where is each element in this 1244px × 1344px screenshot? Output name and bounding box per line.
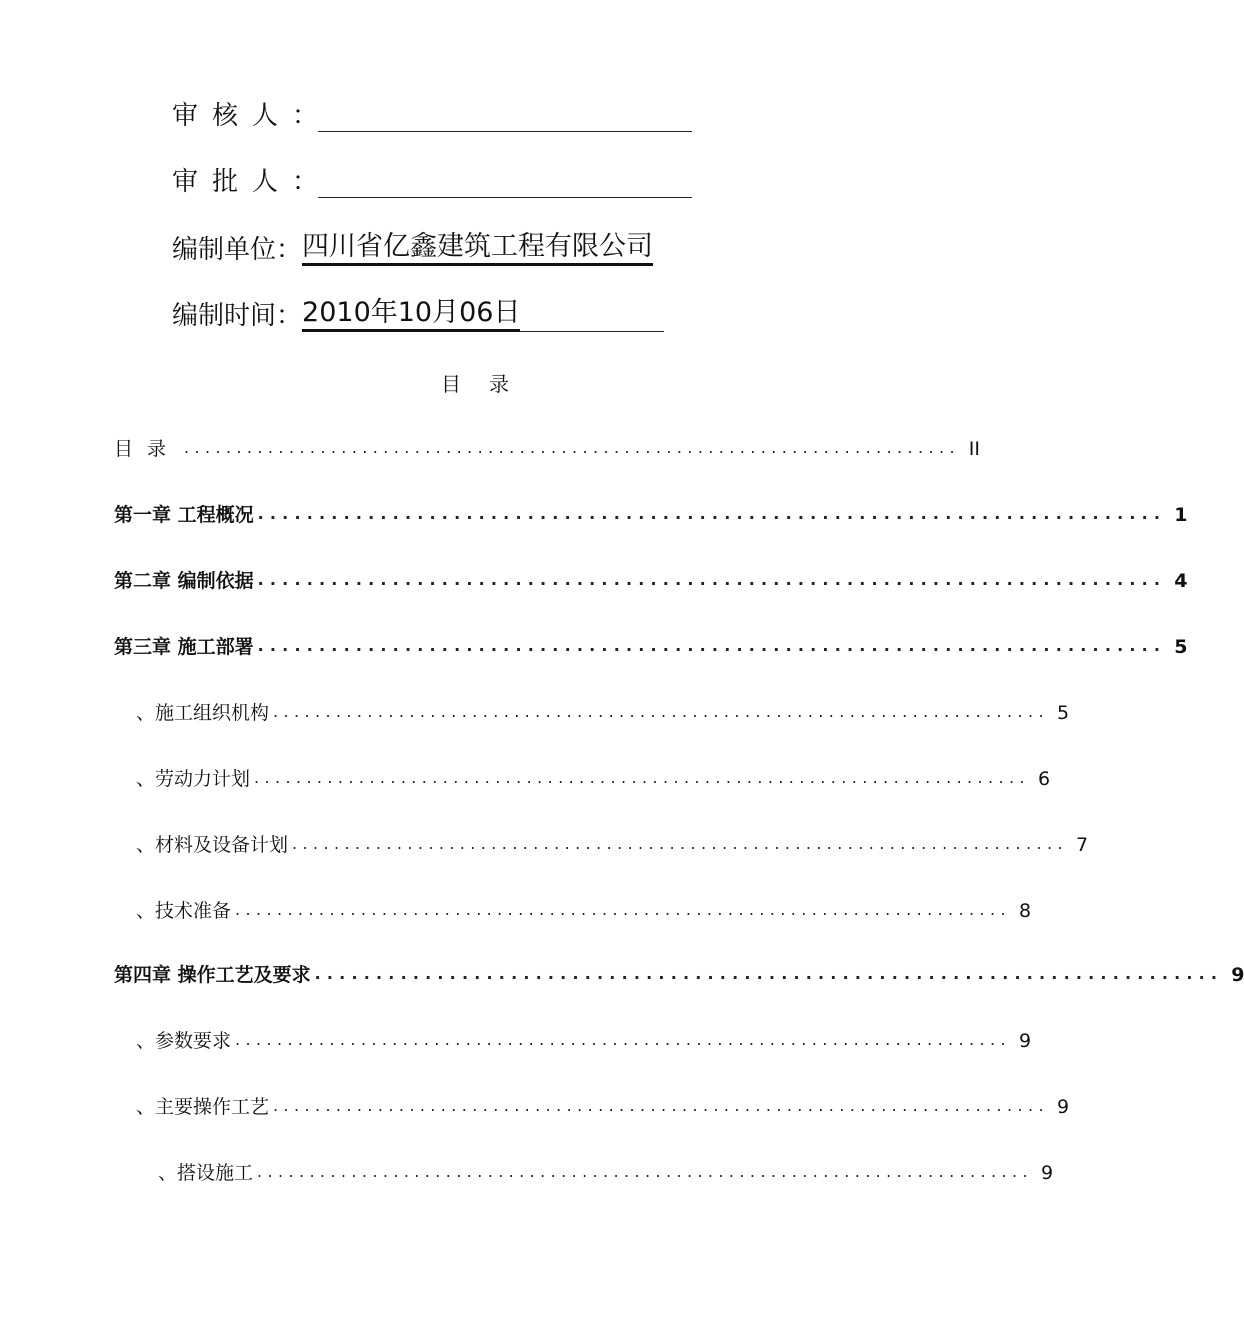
toc-leader-dots: .......................................................................... xyxy=(257,1162,1033,1181)
toc-entry-contents[interactable] xyxy=(114,432,980,462)
toc-entry-page: 1 xyxy=(1174,504,1188,526)
unit-colon: ： xyxy=(276,235,303,265)
date-colon: ： xyxy=(276,301,303,331)
toc-entry-label: 、主要操作工艺 xyxy=(136,1096,270,1118)
toc-leader-dots: .......................................................................... xyxy=(273,702,1049,721)
toc-leader-dots: .......................................................................... xyxy=(257,504,1167,523)
reviewer-label: 审核人 xyxy=(172,101,293,131)
reviewer-colon: ： xyxy=(292,101,319,131)
toc-entry-page: 9 xyxy=(1040,1162,1054,1184)
toc-entry-page: 9 xyxy=(1018,1030,1032,1052)
toc-leader-dots: .......................................................................... xyxy=(184,438,960,457)
toc-entry-section[interactable] xyxy=(136,696,1070,726)
toc-leader-dots: .......................................................................... xyxy=(314,964,1224,983)
toc-leader-dots: .......................................................................... xyxy=(257,636,1167,655)
toc-entry-label: 、搭设施工 xyxy=(158,1162,254,1184)
toc-entry-page: 5 xyxy=(1056,702,1070,724)
toc-entry-page: 5 xyxy=(1174,636,1188,658)
date-row xyxy=(172,292,664,332)
unit-value: 四川省亿鑫建筑工程有限公司 xyxy=(302,231,653,266)
date-tail-line xyxy=(520,301,664,332)
toc-entry-chapter-1[interactable] xyxy=(114,498,1188,528)
toc-entry-page: 7 xyxy=(1075,834,1089,856)
approver-label: 审批人 xyxy=(172,167,293,197)
toc-leader-dots: .......................................................................... xyxy=(273,1096,1049,1115)
toc-entry-page: 9 xyxy=(1231,964,1244,986)
toc-entry-page: 8 xyxy=(1018,900,1032,922)
toc-entry-label: 、参数要求 xyxy=(136,1030,232,1052)
toc-entry-label: 目录 xyxy=(114,438,181,460)
toc-leader-dots: .......................................................................... xyxy=(257,570,1167,589)
toc-title: 目录 xyxy=(441,372,537,396)
toc-entry-page: II xyxy=(968,438,980,460)
toc-entry-page: 6 xyxy=(1037,768,1051,790)
toc-entry-section[interactable] xyxy=(136,894,1032,924)
toc-leader-dots: .......................................................................... xyxy=(235,1030,1011,1049)
toc-entry-label: 、材料及设备计划 xyxy=(136,834,289,856)
toc-entry-section[interactable] xyxy=(136,762,1051,792)
toc-entry-label: 第三章 施工部署 xyxy=(114,636,254,658)
date-label: 编制时间 xyxy=(172,301,277,331)
toc-leader-dots: .......................................................................... xyxy=(292,834,1068,853)
toc-entry-chapter-4[interactable] xyxy=(114,958,1244,988)
approver-colon: ： xyxy=(292,167,319,197)
toc-entry-section[interactable] xyxy=(136,828,1089,858)
toc-entry-section[interactable] xyxy=(136,1024,1032,1054)
toc-entry-label: 第四章 操作工艺及要求 xyxy=(114,964,311,986)
toc-leader-dots: .......................................................................... xyxy=(235,900,1011,919)
unit-label: 编制单位 xyxy=(172,235,277,265)
toc-entry-section[interactable] xyxy=(136,1090,1070,1120)
approver-blank-line xyxy=(318,167,692,198)
approver-row xyxy=(172,158,692,198)
reviewer-row xyxy=(172,92,692,132)
date-value: 2010年10月06日 xyxy=(302,297,520,332)
toc-entry-label: 、技术准备 xyxy=(136,900,232,922)
toc-entry-chapter-2[interactable] xyxy=(114,564,1188,594)
unit-row xyxy=(172,226,653,266)
toc-entry-page: 9 xyxy=(1056,1096,1070,1118)
toc-entry-subsection[interactable] xyxy=(158,1156,1054,1186)
toc-entry-page: 4 xyxy=(1174,570,1188,592)
reviewer-blank-line xyxy=(318,101,692,132)
toc-entry-label: 、施工组织机构 xyxy=(136,702,270,724)
toc-entry-chapter-3[interactable] xyxy=(114,630,1188,660)
toc-leader-dots: .......................................................................... xyxy=(254,768,1030,787)
toc-entry-label: 第二章 编制依据 xyxy=(114,570,254,592)
toc-entry-label: 、劳动力计划 xyxy=(136,768,251,790)
toc-entry-label: 第一章 工程概况 xyxy=(114,504,254,526)
